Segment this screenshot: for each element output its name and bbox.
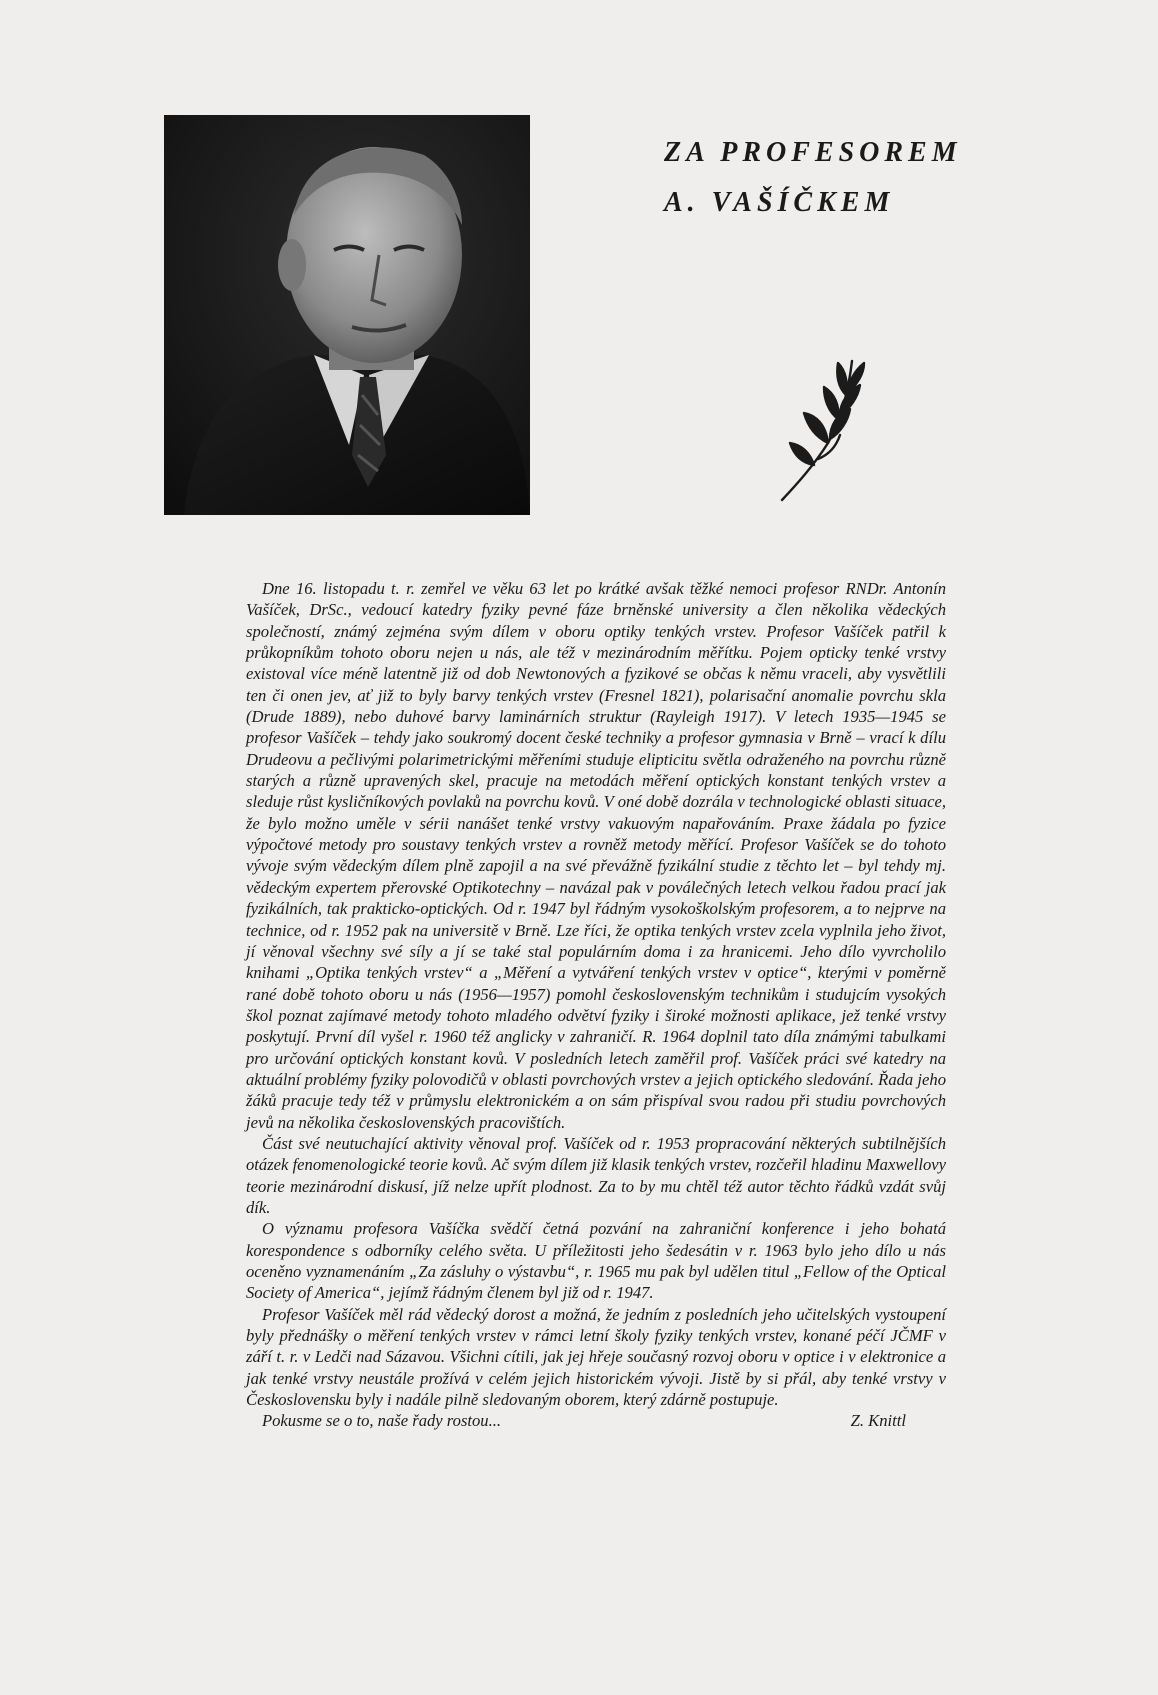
title-line-2: A. VAŠÍČKEM xyxy=(664,187,895,218)
page-title xyxy=(664,128,1004,228)
paragraph-1: Dne 16. listopadu t. r. zemřel ve věku 63 let po krátké avšak těžké nemoci profesor RNDr. Antonín Vašíček, DrSc., vedoucí katedry fyziky pevné fáze brněnské university a člen několika vědeckých společností, známý zejména svým dílem v oboru optiky tenkých vrstev. Profesor Vašíček patřil k průkopníkům tohoto oboru nejen u nás, ale též v mezinárodním měřítku. Pojem opticky tenké vrstvy existoval více méně latentně již od dob Newtonových a fyzikové se občas k němu vraceli, aby vysvětlili ten či onen jev, ať již to byly barvy tenkých vrstev (Fresnel 1821), polarisační anomalie povrchu skla (Drude 1889), nebo duhové barvy laminárních struktur (Rayleigh 1917). V letech 1935—1945 se profesor Vašíček – tehdy jako soukromý docent české techniky a profesor gymnasia v Brně – vrací k dílu Drudeovu a pečlivými polarimetrickými měřeními studuje elipticitu světla odraženého na povrchu různě starých a různě upravených skel, pracuje na metodách měření optických konstant tenkých vrstev a sleduje růst kysličníkových povlaků na povrchu kovů. V oné době dozrála v technologické oblasti situace, že bylo možno uměle v sérii nanášet tenké vrstvy vakuovým napařováním. Praxe žádala po fyzice výpočtové metody pro soustavy tenkých vrstev a rovněž metody měřící. Profesor Vašíček se do tohoto vývoje svým vědeckým dílem plně zapojil a na své převážně fyzikální studie z těchto let – byl tehdy mj. vědeckým expertem přerovské Optikotechny – navázal pak v poválečných letech velkou řadou prací jak fyzikálních, tak prakticko-optických. Od r. 1947 byl řádným vysokoškolským profesorem, a to nejprve na technice, od r. 1952 pak na universitě v Brně. Lze říci, že optika tenkých vrstev zcela vyplnila jeho život, jí věnoval všechny své síly a jí se také stal populárním doma i za hranicemi. Jeho dílo vyvrcholilo knihami „Optika tenkých vrstev“ a „Měření a vytváření tenkých vrstev v optice“, kterými v poměrně rané době tohoto oboru u nás (1956—1957) pomohl československým technikům i studujcím vysokých škol poznat zajímavé metody tohoto mladého odvětví fyziky i široké možnosti aplikace, jež tenké vrstvy poskytují. První díl vyšel r. 1960 též anglicky v zahraničí. R. 1964 doplnil tato díla známými tabulkami pro určování optických konstant kovů. V posledních letech zaměřil prof. Vašíček práci své katedry na aktuální problémy fyziky polovodičů v oblasti povrchových vrstev a jejich optického sledování. Řada jeho žáků pracuje tedy též v průmyslu elektronickém a on sám přispíval svou radou při studiu povrchových jevů na několika československých pracovištích. xyxy=(246,579,946,1132)
paragraph-2: Část své neutuchající aktivity věnoval prof. Vašíček od r. 1953 propracování některých subtilnějších otázek fenomenologické teorie kovů. Ač svým dílem již klasik tenkých vrstev, rozčeřil hladinu Maxwellovy teorie mezinárodní diskusí, jíž nelze upřít plodnost. Za to by mu chtěl též autor těchto řádků vzdát svůj dík. xyxy=(246,1133,946,1217)
laurel-branch-icon xyxy=(778,355,888,505)
paragraph-4: Profesor Vašíček měl rád vědecký dorost a možná, že jedním z posledních jeho učitelských vystoupení byly přednášky o měření tenkých vrstev v rámci letní školy fyziky tenkých vrstev, konané péčí JČMF v září t. r. v Ledči nad Sázavou. Všichni cítili, jak jej hřeje současný rozvoj oboru v optice i v elektronice a jak tenké vrstvy neustále prožívá v celém jejich historickém vývoji. Jistě by si přál, aby tenké vrstvy v Československu byly i nadále pilně sledovaným oborem, který zdárně postupuje. xyxy=(246,1304,946,1410)
closing-sentence: Pokusme se o to, naše řady rostou... xyxy=(262,1411,502,1431)
obituary-text xyxy=(246,578,946,1432)
portrait-illustration xyxy=(164,115,530,515)
title-line-1: ZA PROFESOREM xyxy=(664,137,962,168)
paragraph-3: O významu profesora Vašíčka svědčí četná pozvání na zahraniční konference i jeho bohatá korespondence s odborníky celého světa. U příležitosti jeho šedesátin v r. 1963 bylo jeho dílo u nás oceněno vyznamenáním „Za zásluhy o výstavbu“, r. 1965 mu pak byl udělen titul „Fellow of the Optical Society of America“, jejímž řádným členem byl již od r. 1947. xyxy=(246,1219,946,1303)
closing-line xyxy=(246,1410,946,1431)
author-signature: Z. Knittl xyxy=(850,1411,906,1431)
portrait-photo xyxy=(164,115,530,515)
